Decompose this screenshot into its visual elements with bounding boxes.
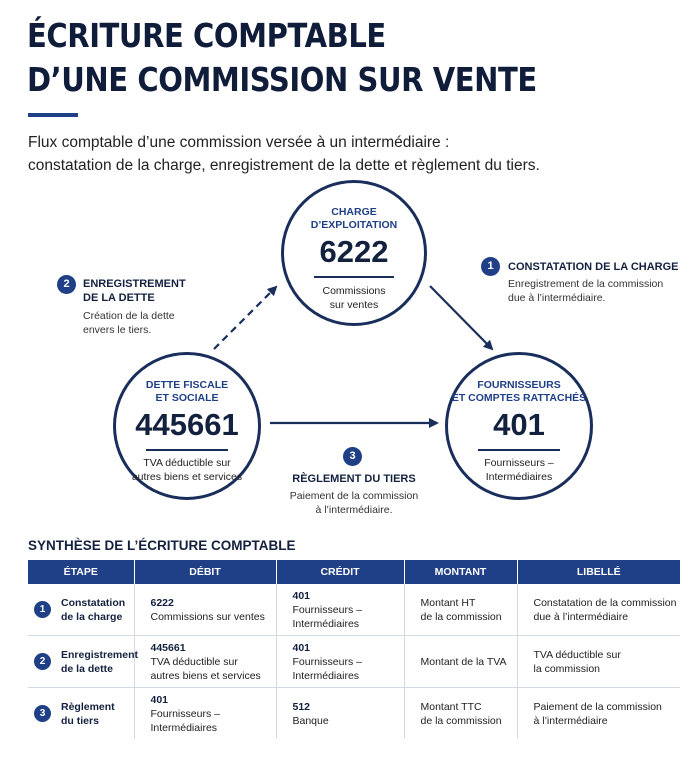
credit-cell [276,688,404,740]
account-code: 401 [493,407,545,442]
debit-account-label: Fournisseurs – Intermédiaires [150,707,220,734]
credit-account-code: 512 [292,700,311,713]
debit-account-label: Commissions sur ventes [150,610,265,623]
step-1-badge: 1 [481,257,500,276]
debit-account-code: 445661 [150,641,186,654]
subtitle-line-1: Flux comptable d’une commission versée à un intermédiaire : [28,134,450,151]
column-header-montant: MONTANT [404,560,517,584]
node-fournisseurs [445,352,593,500]
annotation-2-text: Création de la dette envers le tiers. [83,310,175,336]
table-row [28,584,680,636]
step-cell [28,636,139,688]
libelle-text: Paiement de la commission à l’intermédiaire [533,700,662,727]
summary-table [28,560,680,739]
credit-account-label: Fournisseurs – Intermédiaires [292,603,362,630]
label-cell [517,636,680,688]
credit-cell [276,584,404,636]
credit-account-label: Banque [292,714,329,727]
step-label: Règlement du tiers [61,700,115,727]
column-header-etape: ÉTAPE [28,560,134,584]
label-cell [517,584,680,636]
annotation-2-title: ENREGISTREMENT DE LA DETTE [83,278,186,304]
node-divider [314,276,394,278]
node-description: Commissions sur ventes [322,285,386,311]
debit-account-code: 401 [150,693,169,706]
step-3-badge: 3 [343,447,362,466]
table-header-row [28,560,680,584]
amount-text: Montant TTC de la commission [420,700,502,727]
node-label: DETTE FISCALE ET SOCIALE [145,379,229,404]
column-header-libelle: LIBELLÉ [517,560,680,584]
row-number-badge: 1 [34,601,51,618]
node-charge-exploitation [281,180,427,326]
debit-cell [134,636,276,688]
table-title: SYNTHÈSE DE L’ÉCRITURE COMPTABLE [28,538,296,553]
account-code: 6222 [319,234,389,269]
node-dette-fiscale [113,352,261,500]
amount-text: Montant de la TVA [420,655,507,668]
libelle-text: Constatation de la commission due à l’intermédiaire [533,596,677,623]
node-description: TVA déductible sur autres biens et services [131,457,243,483]
annotation-1-title: CONSTATATION DE LA CHARGE [508,261,679,273]
step-2-badge: 2 [57,275,76,294]
credit-account-code: 401 [292,641,311,654]
step-cell [28,584,134,636]
debit-account-code: 6222 [150,596,174,609]
row-number-badge: 2 [34,653,51,670]
table-row [28,636,680,688]
step-cell [28,688,134,740]
debit-cell [134,584,276,636]
debit-account-label: TVA déductible sur autres biens et services [150,655,261,682]
column-header-debit: DÉBIT [134,560,276,584]
node-divider [146,449,228,451]
account-code: 445661 [135,407,239,442]
amount-text: Montant HT de la commission [420,596,502,623]
node-description: Fournisseurs – Intermédiaires [484,457,554,483]
node-divider [478,449,560,451]
credit-account-label: Fournisseurs – Intermédiaires [292,655,362,682]
credit-account-code: 401 [292,589,311,602]
table-row [28,688,680,740]
annotation-3-title: RÈGLEMENT DU TIERS [292,473,416,485]
arrow-charge-to-fournisseurs [430,286,492,349]
column-header-credit: CRÉDIT [276,560,404,584]
arrow-dette-to-charge [214,287,276,349]
row-number-badge: 3 [34,705,51,722]
title-line-2: D’UNE COMMISSION SUR VENTE [27,60,537,99]
annotation-3-text: Paiement de la commission à l’intermédiaire. [289,490,419,516]
step-label: Enregistrement de la dette [61,648,139,675]
amount-cell [404,636,517,688]
debit-cell [134,688,276,740]
node-label: FOURNISSEURS ET COMPTES RATTACHÉS [451,379,587,404]
amount-cell [404,688,517,740]
node-label: CHARGE D’EXPLOITATION [310,206,398,231]
credit-cell [276,636,404,688]
label-cell [517,688,680,740]
amount-cell [404,584,517,636]
step-label: Constatation de la charge [61,596,126,623]
subtitle-line-2: constatation de la charge, enregistrement de la dette et règlement du tiers. [28,157,540,174]
annotation-1-text: Enregistrement de la commission due à l’intermédiaire. [508,278,664,304]
title-line-1: ÉCRITURE COMPTABLE [27,16,386,55]
libelle-text: TVA déductible sur la commission [533,648,621,675]
